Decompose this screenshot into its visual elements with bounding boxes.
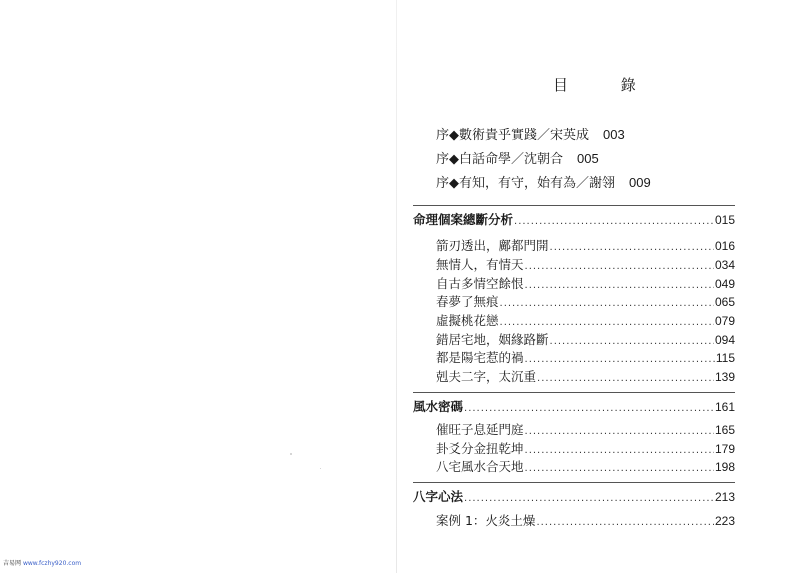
item-label: 自古多情空餘恨 (436, 276, 524, 291)
watermark-brand: 吉易网 (3, 560, 22, 567)
section-title: 八字心法 (413, 489, 464, 504)
section-rule (413, 205, 735, 206)
preface-label: 序◆白話命學／沈朝合 (436, 152, 563, 167)
section-title: 命理個案總斷分析 (413, 212, 514, 227)
item-label: 催旺子息延門庭 (436, 422, 524, 437)
item-page: 065 (714, 295, 735, 309)
item-page: 179 (714, 442, 735, 456)
leader-dots (525, 445, 714, 456)
item-page: 198 (714, 460, 735, 474)
leader-dots (525, 280, 714, 291)
section-page: 161 (714, 400, 735, 414)
section-title: 風水密碼 (413, 399, 464, 414)
toc-section-3[interactable] (413, 487, 735, 505)
item-label: 卦爻分金扭乾坤 (436, 441, 524, 456)
item-label: 都是陽宅惹的禍 (436, 350, 524, 365)
scan-speck (320, 468, 321, 469)
toc-section-2[interactable] (413, 397, 735, 415)
preface-label: 序◆數術貴乎實踐／宋英成 (436, 128, 589, 143)
preface-entry[interactable] (436, 148, 599, 167)
preface-label: 序◆有知，有守，始有為／謝翎 (436, 176, 615, 191)
item-page: 094 (714, 333, 735, 347)
leader-dots (550, 242, 714, 253)
toc-item[interactable] (436, 348, 735, 366)
leader-dots (525, 426, 714, 437)
section-rule (413, 392, 735, 393)
leader-dots (500, 298, 714, 309)
leader-dots (525, 463, 714, 474)
toc-item[interactable] (436, 292, 735, 310)
watermark-site: www.fczhy920.com (22, 560, 82, 567)
item-page: 115 (715, 351, 735, 365)
section-rule (413, 482, 735, 483)
leader-dots (464, 493, 714, 504)
toc-item[interactable] (436, 274, 735, 292)
leader-dots (536, 517, 714, 528)
toc-item[interactable] (436, 236, 735, 254)
item-page: 049 (714, 277, 735, 291)
toc-item[interactable] (436, 311, 735, 329)
leader-dots (525, 354, 715, 365)
item-page: 223 (714, 514, 735, 528)
watermark (3, 558, 81, 567)
preface-entry[interactable] (436, 124, 625, 143)
preface-page: 009 (629, 175, 651, 190)
toc-item[interactable] (436, 330, 735, 348)
item-label: 案例 1：火炎土燥 (436, 513, 536, 528)
toc-item[interactable] (436, 420, 735, 438)
item-page: 016 (714, 239, 735, 253)
item-label: 八宅風水合天地 (436, 459, 524, 474)
leader-dots (464, 403, 714, 414)
preface-page: 005 (577, 151, 599, 166)
item-page: 034 (714, 258, 735, 272)
item-label: 春夢了無痕 (436, 294, 499, 309)
toc-item[interactable] (436, 439, 735, 457)
toc-title: 目 錄 (553, 76, 660, 94)
item-label: 箭刃透出，鄺都門開 (436, 238, 549, 253)
item-label: 錯居宅地，姻緣路斷 (436, 332, 549, 347)
toc-item[interactable] (436, 367, 735, 385)
page-gutter (396, 0, 397, 573)
toc-item[interactable] (436, 255, 735, 273)
item-label: 剋夫二字，太沉重 (436, 369, 537, 384)
toc-item[interactable] (436, 511, 735, 529)
item-label: 無情人，有情天 (436, 257, 524, 272)
item-page: 165 (714, 423, 735, 437)
toc-item[interactable] (436, 457, 735, 475)
item-page: 139 (714, 370, 735, 384)
preface-page: 003 (603, 127, 625, 142)
item-page: 079 (714, 314, 735, 328)
scan-speck (290, 453, 292, 455)
item-label: 虛擬桃花戀 (436, 313, 499, 328)
section-page: 213 (714, 490, 735, 504)
leader-dots (500, 317, 714, 328)
section-page: 015 (714, 213, 735, 227)
leader-dots (514, 216, 714, 227)
leader-dots (537, 373, 714, 384)
preface-entry[interactable] (436, 172, 651, 191)
leader-dots (525, 261, 714, 272)
leader-dots (550, 336, 714, 347)
toc-section-1[interactable] (413, 210, 735, 228)
